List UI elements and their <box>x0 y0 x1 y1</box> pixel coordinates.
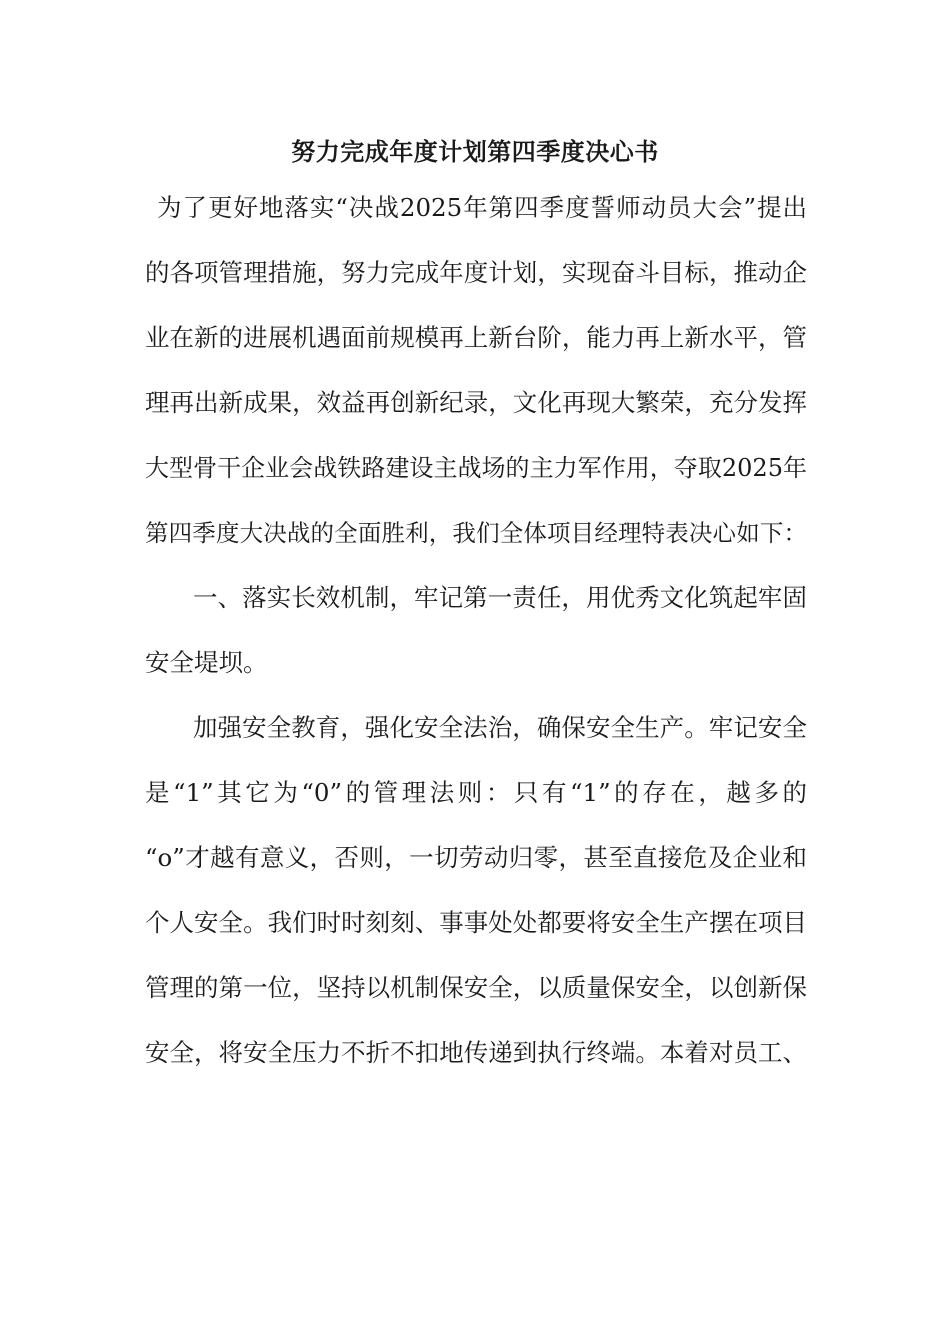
paragraph-line: “o”才越有意义，否则，一切劳动归零，甚至直接危及企业和 <box>145 843 807 872</box>
paragraph-line: 业在新的进展机遇面前规模再上新台阶，能力再上新水平，管 <box>145 323 807 352</box>
paragraph-line: 是“1”其它为“0”的管理法则：只有“1”的存在，越多的 <box>145 778 807 807</box>
paragraph-line: 理再出新成果，效益再创新纪录，文化再现大繁荣，充分发挥 <box>145 388 807 417</box>
paragraph-line: 为了更好地落实“决战2025年第四季度誓师动员大会”提出 <box>157 193 807 222</box>
paragraph-line: 的各项管理措施，努力完成年度计划，实现奋斗目标，推动企 <box>145 258 807 287</box>
paragraph-line: 第四季度大决战的全面胜利，我们全体项目经理特表决心如下： <box>145 519 807 547</box>
section-heading-line: 安全堤坝。 <box>145 648 268 677</box>
section-heading-line: 一、落实长效机制，牢记第一责任，用优秀文化筑起牢固 <box>193 583 807 612</box>
document-title: 努力完成年度计划第四季度决心书 <box>291 138 659 166</box>
paragraph-line: 大型骨干企业会战铁路建设主战场的主力军作用，夺取2025年 <box>145 454 807 482</box>
paragraph-line: 管理的第一位，坚持以机制保安全，以质量保安全，以创新保 <box>145 973 807 1002</box>
paragraph-line: 安全，将安全压力不折不扣地传递到执行终端。本着对员工、 <box>145 1038 807 1067</box>
paragraph-line: 个人安全。我们时时刻刻、事事处处都要将安全生产摆在项目 <box>145 908 807 937</box>
paragraph-line: 加强安全教育，强化安全法治，确保安全生产。牢记安全 <box>193 713 807 742</box>
